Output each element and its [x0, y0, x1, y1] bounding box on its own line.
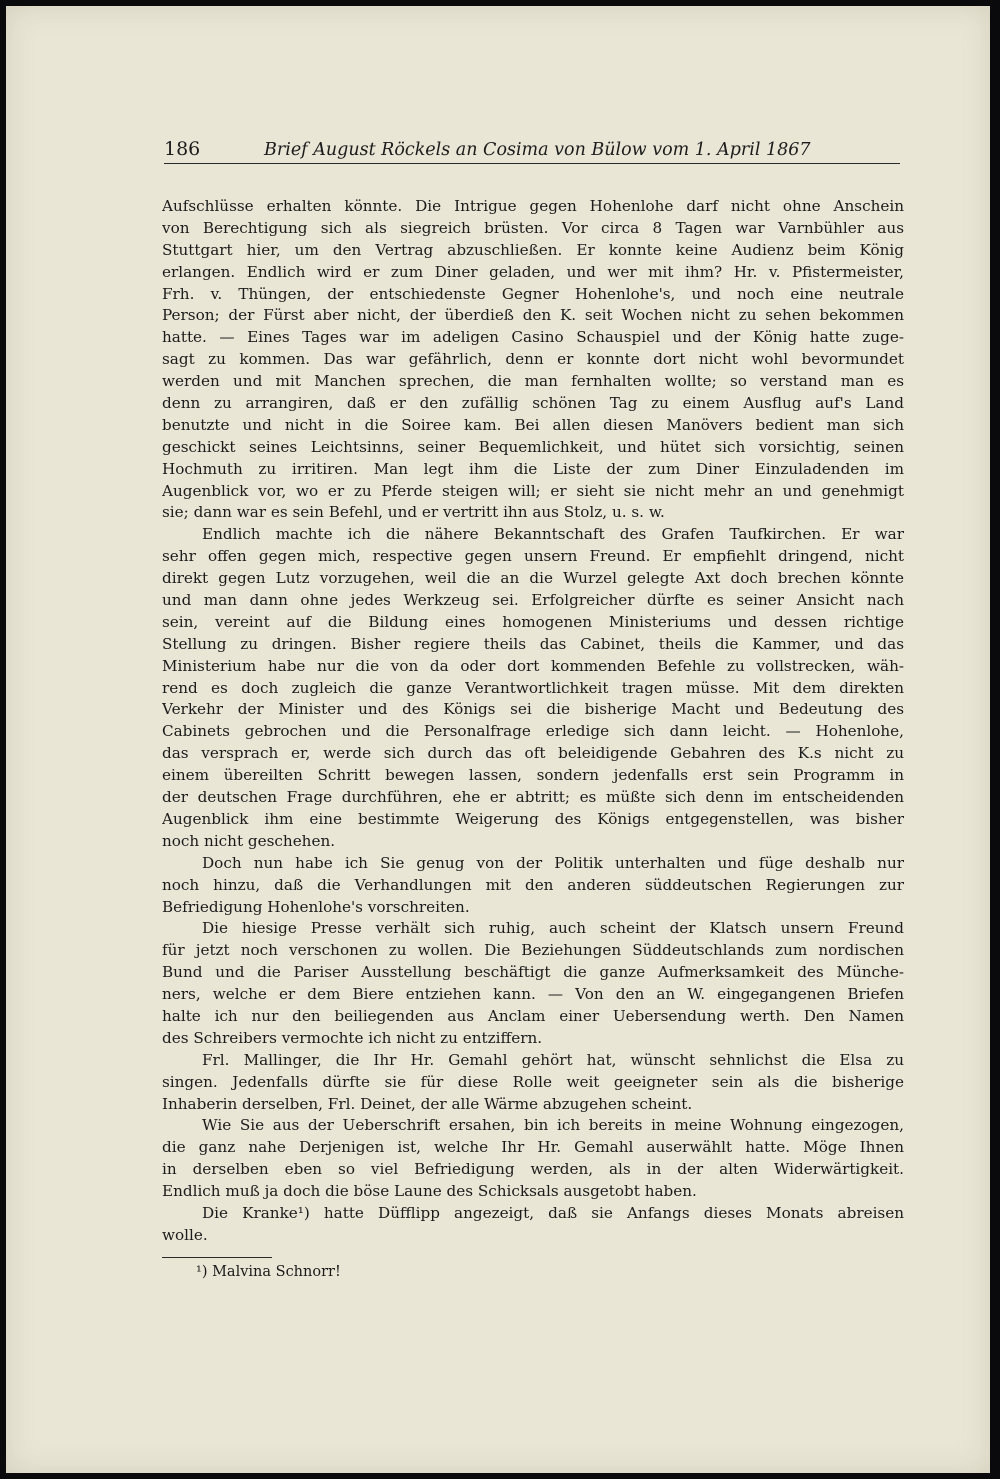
text-line: ners, welche er dem Biere entziehen kann. — Von den an W. eingegangenen Briefen [162, 985, 904, 1004]
text-line: Stuttgart hier, um den Vertrag abzuschließen. Er konnte keine Audienz beim König [162, 240, 904, 259]
text-line: erlangen. Endlich wird er zum Diner geladen, und wer mit ihm? Hr. v. Pfistermeister, [162, 262, 904, 281]
text-line: von Berechtigung sich als siegreich brüsten. Vor circa 8 Tagen war Varnbühler aus [162, 218, 904, 237]
text-line: Endlich muß ja doch die böse Laune des Schicksals ausgetobt haben. [162, 1182, 697, 1201]
page-number: 186 [164, 138, 201, 160]
text-line: denn zu arrangiren, daß er den zufällig schönen Tag zu einem Ausflug auf's Land [162, 394, 904, 413]
text-line: Die hiesige Presse verhält sich ruhig, auch scheint der Klatsch unsern Freund [202, 919, 904, 938]
text-line: Frl. Mallinger, die Ihr Hr. Gemahl gehört hat, wünscht sehnlichst die Elsa zu [202, 1050, 904, 1069]
text-line: Frh. v. Thüngen, der entschiedenste Gegner Hohenlohe's, und noch eine neutrale [162, 284, 904, 303]
text-line: werden und mit Manchen sprechen, die man fernhalten wollte; so verstand man es [162, 372, 904, 391]
text-line: Endlich machte ich die nähere Bekanntschaft des Grafen Taufkirchen. Er war [202, 525, 904, 544]
text-line: Die Kranke¹) hatte Düfflipp angezeigt, daß sie Anfangs dieses Monats abreisen [202, 1203, 904, 1222]
text-line: Augenblick ihm eine bestimmte Weigerung des Königs entgegenstellen, was bisher [162, 809, 904, 828]
text-line: sehr offen gegen mich, respective gegen unsern Freund. Er empfiehlt dringend, nicht [162, 547, 904, 566]
text-line: rend es doch zugleich die ganze Verantwortlichkeit tragen müsse. Mit dem direkten [162, 678, 904, 697]
text-line: der deutschen Frage durchführen, ehe er abtritt; es müßte sich denn im entscheidenden [162, 788, 904, 807]
text-line: Ministerium habe nur die von da oder dort kommenden Befehle zu vollstrecken, wäh- [162, 656, 904, 675]
footnote-divider [162, 1257, 272, 1258]
text-line: und man dann ohne jedes Werkzeug sei. Erfolgreicher dürfte es seiner Ansicht nach [162, 591, 904, 610]
text-line: hatte. — Eines Tages war im adeligen Casino Schauspiel und der König hatte zuge- [162, 328, 904, 347]
text-line: noch nicht geschehen. [162, 831, 336, 850]
text-line: Stellung zu dringen. Bisher regiere theils das Cabinet, theils die Kammer, und das [162, 634, 904, 653]
running-header [164, 133, 900, 164]
text-line: Bund und die Pariser Ausstellung beschäftigt die ganze Aufmerksamkeit des Münche- [162, 963, 904, 982]
text-line: wolle. [162, 1225, 208, 1244]
text-line: des Schreibers vermochte ich nicht zu entziffern. [162, 1028, 543, 1047]
text-line: Verkehr der Minister und des Königs sei die bisherige Macht und Bedeutung des [162, 700, 904, 719]
running-title: Brief August Röckels an Cosima von Bülow vom 1. April 1867 [264, 140, 811, 160]
text-line: halte ich nur den beiliegenden aus Anclam einer Uebersendung werth. Den Namen [162, 1006, 904, 1025]
text-line: das versprach er, werde sich durch das oft beleidigende Gebahren des K.s nicht zu [162, 744, 904, 763]
text-line: Wie Sie aus der Ueberschrift ersahen, bin ich bereits in meine Wohnung eingezogen, [202, 1116, 904, 1135]
text-line: Aufschlüsse erhalten könnte. Die Intrigue gegen Hohenlohe darf nicht ohne Anschein [162, 197, 904, 215]
text-line: Augenblick vor, wo er zu Pferde steigen will; er sieht sie nicht mehr an und genehmigt [162, 481, 904, 500]
text-line: sagt zu kommen. Das war gefährlich, denn er konnte dort nicht wohl bevormundet [162, 350, 904, 369]
text-line: in derselben eben so viel Befriedigung werden, als in der alten Widerwärtigkeit. [162, 1160, 904, 1179]
text-line: die ganz nahe Derjenigen ist, welche Ihr Hr. Gemahl auserwählt hatte. Möge Ihnen [162, 1138, 904, 1157]
body-text [162, 196, 904, 1247]
text-line: für jetzt noch verschonen zu wollen. Die Beziehungen Süddeutschlands zum nordischen [162, 941, 904, 960]
text-line: sie; dann war es sein Befehl, und er vertritt ihn aus Stolz, u. s. w. [162, 503, 665, 522]
text-line: sein, vereint auf die Bildung eines homogenen Ministeriums und dessen richtige [162, 612, 904, 631]
text-line: Doch nun habe ich Sie genug von der Politik unterhalten und füge deshalb nur [202, 853, 904, 872]
footnote: ¹) Malvina Schnorr! [196, 1264, 341, 1280]
text-line: Befriedigung Hohenlohe's vorschreiten. [162, 897, 470, 916]
text-line: benutzte und nicht in die Soiree kam. Bei allen diesen Manövers bedient man sich [162, 415, 904, 434]
text-line: direkt gegen Lutz vorzugehen, weil die an die Wurzel gelegte Axt doch brechen könnte [162, 569, 904, 588]
text-line: Person; der Fürst aber nicht, der überdieß den K. seit Wochen nicht zu sehen bekommen [162, 306, 904, 325]
text-line: geschickt seines Leichtsinns, seiner Bequemlichkeit, und hütet sich vorsichtig, seinen [162, 437, 904, 456]
text-line: Hochmuth zu irritiren. Man legt ihm die Liste der zum Diner Einzuladenden im [162, 459, 904, 478]
text-line: noch hinzu, daß die Verhandlungen mit den anderen süddeutschen Regierungen zur [162, 875, 904, 894]
text-line: singen. Jedenfalls dürfte sie für diese Rolle weit geeigneter sein als die bisherige [162, 1072, 904, 1091]
text-line: Cabinets gebrochen und die Personalfrage erledige sich dann leicht. — Hohenlohe, [162, 722, 904, 741]
text-line: Inhaberin derselben, Frl. Deinet, der alle Wärme abzugehen scheint. [162, 1094, 693, 1113]
text-line: einem übereilten Schritt bewegen lassen, sondern jedenfalls erst sein Programm in [162, 766, 904, 785]
